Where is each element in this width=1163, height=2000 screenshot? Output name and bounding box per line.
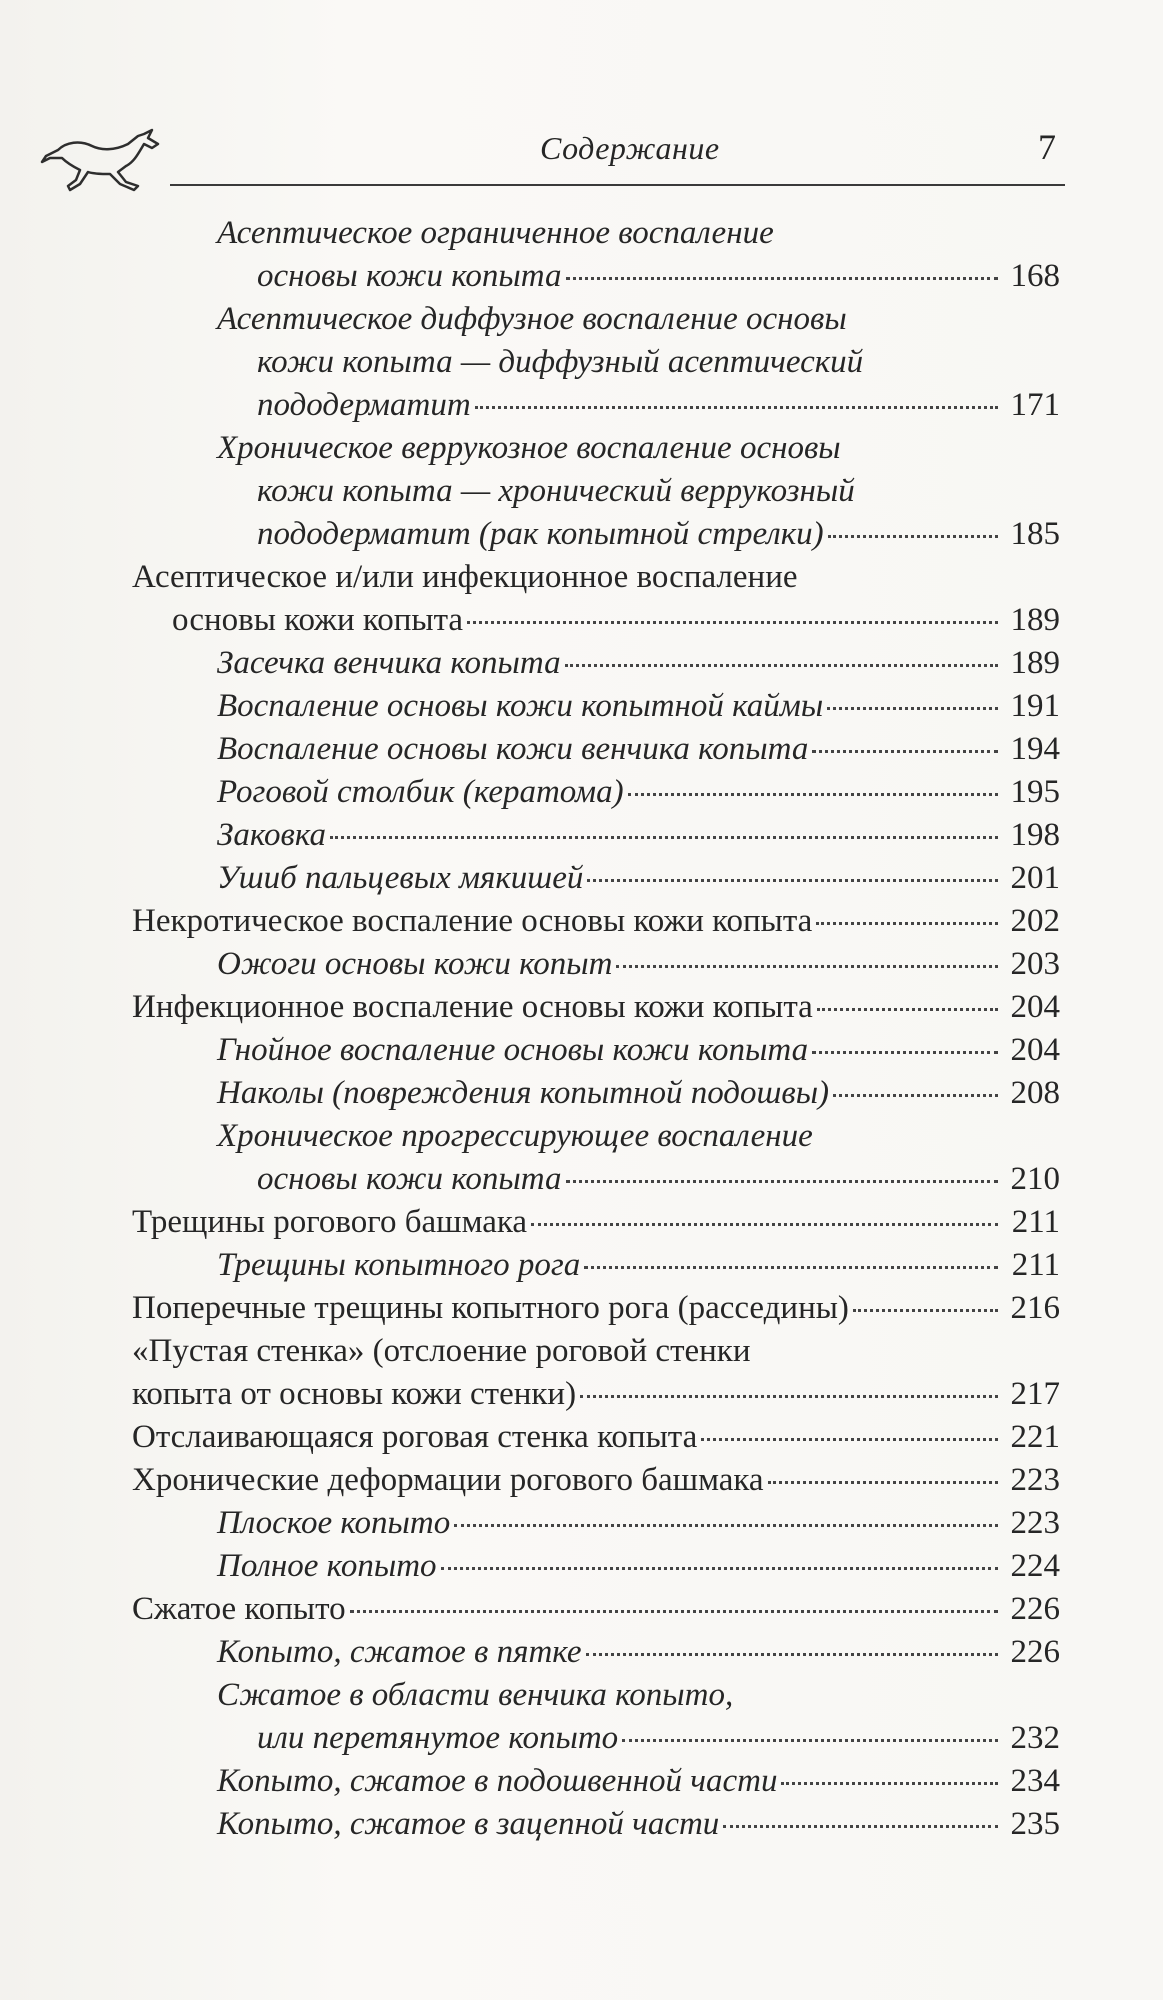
toc-page-number: 168 — [1010, 258, 1060, 294]
toc-entry[interactable] — [132, 1502, 1060, 1545]
dot-leader — [833, 1094, 998, 1097]
toc-entry[interactable] — [132, 728, 1060, 771]
dot-leader — [781, 1782, 998, 1785]
toc-entry-row — [217, 771, 1060, 814]
toc-entry-title-line: Трещины копытного рога — [217, 1247, 581, 1283]
toc-entry-title-line: Копыто, сжатое в зацепной части — [217, 1806, 720, 1842]
toc-entry[interactable] — [132, 1631, 1060, 1674]
toc-entry[interactable] — [132, 642, 1060, 685]
toc-entry-title-line: Заковка — [217, 817, 326, 853]
toc-page-number: 171 — [1010, 387, 1060, 423]
toc-entry-title-line: Засечка венчика копыта — [217, 645, 561, 681]
toc-page-number: 234 — [1010, 1763, 1060, 1799]
running-header — [40, 118, 1065, 198]
toc-entry-row — [132, 1287, 1060, 1330]
toc-entry-row — [217, 1803, 1060, 1846]
toc-entry[interactable] — [132, 1674, 1060, 1760]
toc-page-number: 198 — [1010, 817, 1060, 853]
toc-entry-row — [132, 1201, 1060, 1244]
toc-page-number: 185 — [1010, 516, 1060, 552]
toc-page-number: 204 — [1010, 1032, 1060, 1068]
toc-page-number: 189 — [1010, 645, 1060, 681]
toc-entry-row — [132, 1459, 1060, 1502]
dot-leader — [768, 1481, 998, 1484]
toc-entry-title-line: или перетянутое копыто — [257, 1720, 619, 1756]
toc-entry-row — [217, 255, 1060, 298]
toc-entry[interactable] — [132, 1287, 1060, 1330]
dot-leader — [812, 1051, 998, 1054]
toc-entry[interactable] — [132, 1072, 1060, 1115]
toc-entry-title-line: Отслаивающаяся роговая стенка копыта — [132, 1419, 698, 1455]
toc-entry[interactable] — [132, 943, 1060, 986]
toc-entry[interactable] — [132, 1416, 1060, 1459]
toc-entry[interactable] — [132, 771, 1060, 814]
dot-leader — [827, 707, 998, 710]
toc-entry-title-line: «Пустая стенка» (отслоение роговой стенки — [132, 1333, 751, 1369]
toc-entry-row — [132, 599, 1060, 642]
dot-leader — [580, 1395, 998, 1398]
toc-entry-row — [217, 685, 1060, 728]
toc-page-number: 210 — [1010, 1161, 1060, 1197]
toc-entry-title-line: Хроническое веррукозное воспаление основы — [217, 430, 841, 466]
toc-entry-row — [217, 1029, 1060, 1072]
dot-leader — [628, 793, 998, 796]
toc-page-number: 216 — [1010, 1290, 1060, 1326]
dot-leader — [566, 277, 998, 280]
toc-entry[interactable] — [132, 1803, 1060, 1846]
toc-page-number: 211 — [1011, 1204, 1060, 1240]
toc-entry-title-line: Инфекционное воспаление основы кожи копыта — [132, 989, 813, 1025]
toc-page-number: 201 — [1010, 860, 1060, 896]
toc-page-number: 204 — [1010, 989, 1060, 1025]
toc-entry-row — [217, 513, 1060, 556]
dot-leader — [616, 965, 998, 968]
toc-entry[interactable] — [132, 298, 1060, 427]
toc-entry-title-line: Сжатое копыто — [132, 1591, 346, 1627]
toc-entry-title-line: пододерматит (рак копытной стрелки) — [257, 516, 824, 552]
toc-entry[interactable] — [132, 814, 1060, 857]
toc-entry[interactable] — [132, 1244, 1060, 1287]
toc-entry-row — [132, 1588, 1060, 1631]
toc-entry-row — [217, 728, 1060, 771]
toc-page-number: 195 — [1010, 774, 1060, 810]
toc-entry-row — [217, 384, 1060, 427]
dot-leader — [566, 1180, 998, 1183]
toc-entry-title-line: Плоское копыто — [217, 1505, 451, 1541]
toc-entry-title-line: Хроническое прогрессирующее воспаление — [217, 1118, 813, 1154]
toc-entry-title-line: Сжатое в области венчика копыто, — [217, 1677, 734, 1713]
toc-entry-row — [132, 986, 1060, 1029]
toc-entry-title-line: Асептическое диффузное воспаление основы — [217, 301, 847, 337]
toc-entry-title-line: Асептическое и/или инфекционное воспаление — [132, 559, 798, 595]
toc-entry[interactable] — [132, 212, 1060, 298]
toc-entry[interactable] — [132, 857, 1060, 900]
toc-entry[interactable] — [132, 1029, 1060, 1072]
dot-leader — [816, 922, 998, 925]
toc-entry-title-line: Асептическое ограниченное воспаление — [217, 215, 774, 251]
dot-leader — [723, 1825, 998, 1828]
toc-entry-title-line: Ожоги основы кожи копыт — [217, 946, 613, 982]
toc-entry[interactable] — [132, 1115, 1060, 1201]
toc-page-number: 189 — [1010, 602, 1060, 638]
toc-entry-row — [217, 1502, 1060, 1545]
toc-page-number: 217 — [1010, 1376, 1060, 1412]
toc-entry-row — [217, 1760, 1060, 1803]
toc-entry-title-line: кожи копыта — диффузный асептический — [257, 344, 864, 380]
toc-entry-title-line: Ушиб пальцевых мякишей — [217, 860, 584, 896]
toc-entry-title-line: Хронические деформации рогового башмака — [132, 1462, 764, 1498]
dot-leader — [587, 879, 998, 882]
toc-entry-title-line: основы кожи копыта — [257, 1161, 562, 1197]
dot-leader — [586, 1653, 998, 1656]
toc-entry-row — [217, 1717, 1060, 1760]
toc-page-number: 226 — [1010, 1634, 1060, 1670]
toc-entry[interactable] — [132, 1330, 1060, 1416]
dot-leader — [622, 1739, 998, 1742]
page-number: 7 — [1038, 127, 1056, 167]
dot-leader — [853, 1309, 998, 1312]
dot-leader — [467, 621, 998, 624]
toc-entry[interactable] — [132, 1760, 1060, 1803]
toc-page-number: 194 — [1010, 731, 1060, 767]
toc-entry-row — [132, 1416, 1060, 1459]
toc-page-number: 208 — [1010, 1075, 1060, 1111]
dot-leader — [531, 1223, 998, 1226]
toc-entry-title-line: Копыто, сжатое в пятке — [217, 1634, 582, 1670]
dot-leader — [584, 1266, 998, 1269]
header-rule — [170, 184, 1065, 186]
toc-entry-title-line: Роговой столбик (кератома) — [217, 774, 624, 810]
toc-page-number: 211 — [1011, 1247, 1060, 1283]
toc-entry-row — [217, 1072, 1060, 1115]
toc-entry-row — [217, 1631, 1060, 1674]
toc-entry-title-line: копыта от основы кожи стенки) — [132, 1376, 577, 1412]
toc-entry-title-line: основы кожи копыта — [257, 258, 562, 294]
header-title: Содержание — [540, 130, 720, 166]
toc-page-number: 226 — [1010, 1591, 1060, 1627]
toc-entry-title-line: Поперечные трещины копытного рога (расседины) — [132, 1290, 849, 1326]
toc-entry-row — [217, 1158, 1060, 1201]
toc-entry-title-line: пододерматит — [257, 387, 471, 423]
dot-leader — [701, 1438, 998, 1441]
toc-entry-row — [217, 642, 1060, 685]
toc-entry[interactable] — [132, 685, 1060, 728]
dot-leader — [828, 535, 998, 538]
toc-page-number: 235 — [1010, 1806, 1060, 1842]
toc-page-number: 223 — [1010, 1505, 1060, 1541]
dot-leader — [812, 750, 998, 753]
toc-entry-row — [217, 1545, 1060, 1588]
toc-entry-title-line: Некротическое воспаление основы кожи копыта — [132, 903, 813, 939]
toc-page-number: 191 — [1010, 688, 1060, 724]
toc-entry[interactable] — [132, 1459, 1060, 1502]
horse-logo-icon — [40, 128, 170, 203]
toc-entry-title-line: основы кожи копыта — [172, 602, 464, 638]
toc-entry-title-line: Полное копыто — [217, 1548, 437, 1584]
toc-page-number: 223 — [1010, 1462, 1060, 1498]
toc-entry-row — [217, 814, 1060, 857]
toc-entry-row — [132, 1373, 1060, 1416]
toc-entry-row — [132, 900, 1060, 943]
toc-page-number: 221 — [1010, 1419, 1060, 1455]
dot-leader — [350, 1610, 998, 1613]
toc-page-number: 202 — [1010, 903, 1060, 939]
toc-page-number: 203 — [1010, 946, 1060, 982]
dot-leader — [454, 1524, 998, 1527]
toc-page-number: 224 — [1010, 1548, 1060, 1584]
toc-entry[interactable] — [132, 900, 1060, 943]
dot-leader — [475, 406, 998, 409]
toc-entry[interactable] — [132, 1545, 1060, 1588]
toc-entry-title-line: Воспаление основы кожи венчика копыта — [217, 731, 809, 767]
toc-entry-title-line: Трещины рогового башмака — [132, 1204, 528, 1240]
dot-leader — [330, 836, 998, 839]
toc-entry[interactable] — [132, 986, 1060, 1029]
dot-leader — [817, 1008, 998, 1011]
dot-leader — [441, 1567, 998, 1570]
toc-entry-row — [217, 1244, 1060, 1287]
toc-entry[interactable] — [132, 1201, 1060, 1244]
dot-leader — [565, 664, 998, 667]
toc-entry[interactable] — [132, 556, 1060, 642]
toc-entry-title-line: Гнойное воспаление основы кожи копыта — [217, 1032, 809, 1068]
toc-entry-row — [217, 943, 1060, 986]
toc-entry-title-line: Копыто, сжатое в подошвенной части — [217, 1763, 778, 1799]
toc-entry-title-line: кожи копыта — хронический веррукозный — [257, 473, 855, 509]
toc-entry[interactable] — [132, 427, 1060, 556]
toc-page-number: 232 — [1010, 1720, 1060, 1756]
toc-entry-title-line: Наколы (повреждения копытной подошвы) — [217, 1075, 830, 1111]
table-of-contents — [132, 212, 1060, 1846]
toc-entry[interactable] — [132, 1588, 1060, 1631]
toc-entry-row — [217, 857, 1060, 900]
toc-entry-title-line: Воспаление основы кожи копытной каймы — [217, 688, 824, 724]
